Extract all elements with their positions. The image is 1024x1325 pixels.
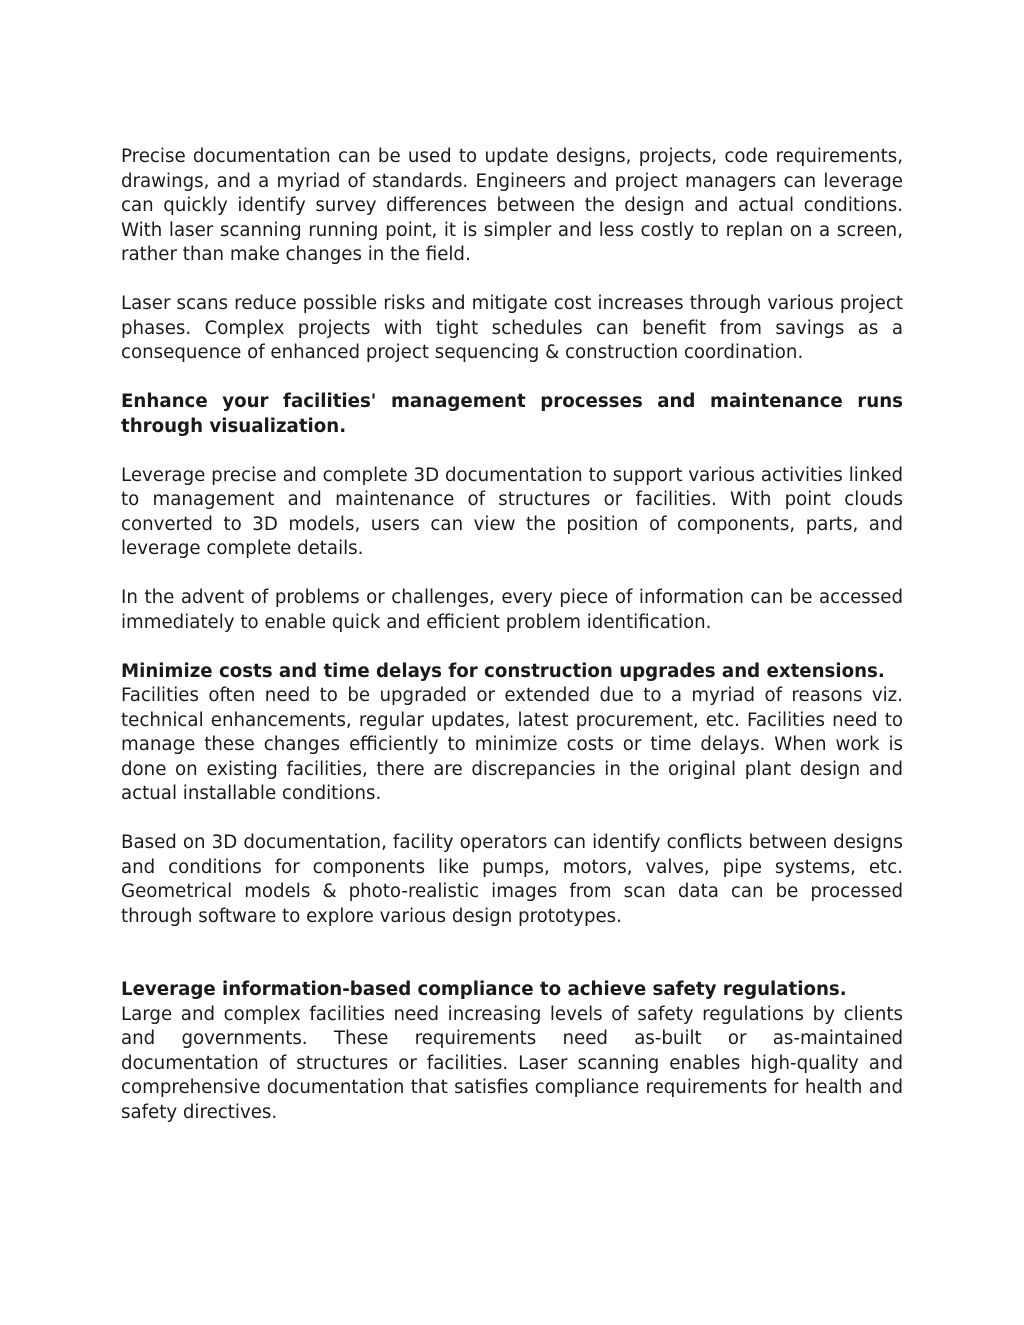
spacer [121,929,903,978]
paragraph-3d-documentation: Leverage precise and complete 3D documentation to support various activities linked to management and maintenance of structures or facilities. With point clouds converted to 3D models, users can view the position of components, parts, and leverage complete details. [121,464,903,559]
paragraph-precise-documentation: Precise documentation can be used to update designs, projects, code requirements, drawings, and a myriad of standards. Engineers and project managers can leverage can quickly identify survey differences between the design and actual conditions. With laser scanning running point, it is simpler and less costly to replan on a screen, rather than make changes in the field. [121,146,903,265]
spacer [121,366,903,391]
spacer [121,562,903,587]
paragraph-safety-regulations: Large and complex facilities need increasing levels of safety regulations by clients and governments. These requirements need as-built or as-maintained documentation of structures or facilities. Laser scanning enables high-quality and comprehensive documentation that satisfies compliance requirements for health and safety directives. [121,1003,903,1123]
spacer [121,439,903,464]
paragraph-laser-scans-risks: Laser scans reduce possible risks and mitigate cost increases through various project phases. Complex projects with tight schedules can benefit from savings as a consequence of enhanced project sequencing & construction coordination. [121,293,903,363]
paragraph-facility-operators: Based on 3D documentation, facility operators can identify conflicts between designs and conditions for components like pumps, motors, valves, pipe systems, etc. Geometrical models & photo-realistic images from scan data can be processed through software to explore various design prototypes. [121,832,903,927]
spacer [121,268,903,293]
document-body [121,145,903,1125]
spacer [121,807,903,832]
heading-compliance-safety: Leverage information-based compliance to achieve safety regulations. [121,979,847,1000]
spacer [121,635,903,660]
paragraph-problems-challenges: In the advent of problems or challenges, every piece of information can be accessed immediately to enable quick and efficient problem identification. [121,587,903,633]
heading-minimize-costs: Minimize costs and time delays for construction upgrades and extensions. [121,660,885,682]
paragraph-facilities-upgrades: Facilities often need to be upgraded or extended due to a myriad of reasons viz. technical enhancements, regular updates, latest procurement, etc. Facilities need to manage these changes efficiently to minimize costs or time delays. When work is done on existing facilities, there are discrepancies in the original plant design and actual installable conditions. [121,685,903,804]
heading-enhance-facilities: Enhance your facilities' management processes and maintenance runs through visualization. [121,391,903,437]
